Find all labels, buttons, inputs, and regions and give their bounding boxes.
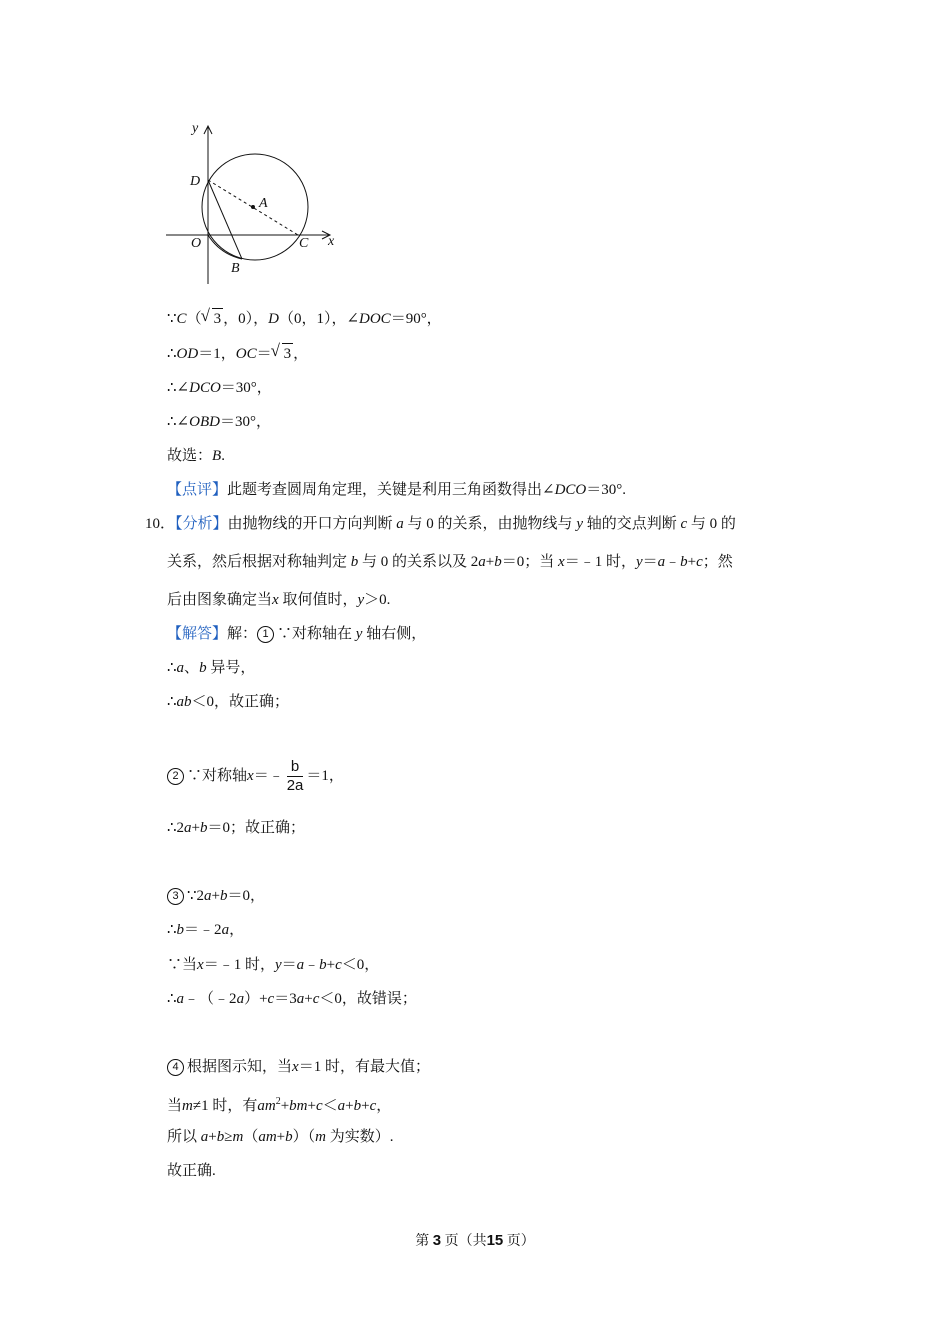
label-x: x <box>328 234 335 249</box>
step-line-9: 4 根据图示知，当x＝1 时，有最大值； <box>167 1057 430 1077</box>
label-D: D <box>190 174 201 189</box>
text-line-5: 故选：B. <box>167 448 225 464</box>
center-point <box>251 205 255 209</box>
step-line-1: ∴a、b 异号， <box>167 660 256 676</box>
answer-line: 【解答】解： 1 ∵对称轴在 y 轴右侧， <box>167 626 427 642</box>
question-10-line-3: 后由图象确定当x 取何值时，y＞0. <box>167 592 391 608</box>
question-10-line-1: 10．【分析】由抛物线的开口方向判断 a 与 0 的关系，由抛物线与 y 轴的交点判断 c 与 0 的 <box>145 516 736 532</box>
comment-tag: 【点评】 <box>167 482 228 498</box>
step-line-5: 3 ∵2a+b＝0， <box>167 886 265 906</box>
step-line-10: 当m≠1 时，有$am^2+bm+c<a+b+c$， <box>167 1096 392 1114</box>
circled-number-2: 2 <box>167 768 184 785</box>
step-line-7: ∵当x＝﹣1 时，y＝a﹣b+c＜0， <box>167 957 380 973</box>
circle-diagram <box>158 116 348 286</box>
text-line-4: ∴∠OBD＝30°， <box>167 414 271 430</box>
fraction-b-over-2a: $\frac{b}{2a}$ <box>286 758 304 794</box>
step-line-12: 故正确. <box>167 1163 216 1179</box>
page-total: 15 <box>486 1232 504 1249</box>
circled-number-3: 3 <box>167 888 184 905</box>
analysis-tag: 【分析】 <box>175 516 228 532</box>
comment-line: 【点评】此题考查圆周角定理，关键是利用三角函数得出∠DCO＝30°. <box>167 482 627 498</box>
step-line-11: 所以 a+b≥m（am+b）（m 为实数）. <box>167 1129 394 1145</box>
label-A: A <box>259 196 268 211</box>
sqrt-3: √ 3 <box>272 343 294 364</box>
label-y: y <box>192 121 199 136</box>
step-line-2: ∴ab＜0，故正确； <box>167 694 290 710</box>
question-10-line-2: 关系，然后根据对称轴判定 b 与 0 的关系以及 2a+b＝0；当 x＝﹣1 时，y＝a﹣b+c；然 <box>167 554 733 570</box>
step-line-4: ∴2a+b＝0；故正确； <box>167 820 306 836</box>
label-B: B <box>231 261 240 276</box>
label-O: O <box>191 236 202 251</box>
text-line-1: ∵C（√ 3 ，0），D（0，1），∠DOC＝90°， <box>167 308 442 329</box>
segment-DB <box>208 180 242 259</box>
label-C: C <box>299 236 309 251</box>
question-number: 10． <box>145 516 176 532</box>
circled-number-4: 4 <box>167 1059 184 1076</box>
text-line-2: ∴OD＝1，OC＝√ 3 ， <box>167 343 308 364</box>
step-line-8: ∴a﹣（﹣2a）+c＝3a+c＜0，故错误； <box>167 991 417 1007</box>
page-number: 3 <box>432 1232 442 1249</box>
text-line-3: ∴∠DCO＝30°， <box>167 380 272 396</box>
circled-number-1: 1 <box>257 626 274 643</box>
step-line-3: 2 ∵对称轴x＝﹣ $\frac{b}{2a}$ ＝1， <box>167 758 344 795</box>
step-line-6: ∴b＝﹣2a， <box>167 922 245 938</box>
answer-tag: 【解答】 <box>167 626 228 642</box>
page-footer: 第 3 页（共15 页） <box>415 1232 535 1249</box>
sqrt-3: √ 3 <box>202 308 224 329</box>
